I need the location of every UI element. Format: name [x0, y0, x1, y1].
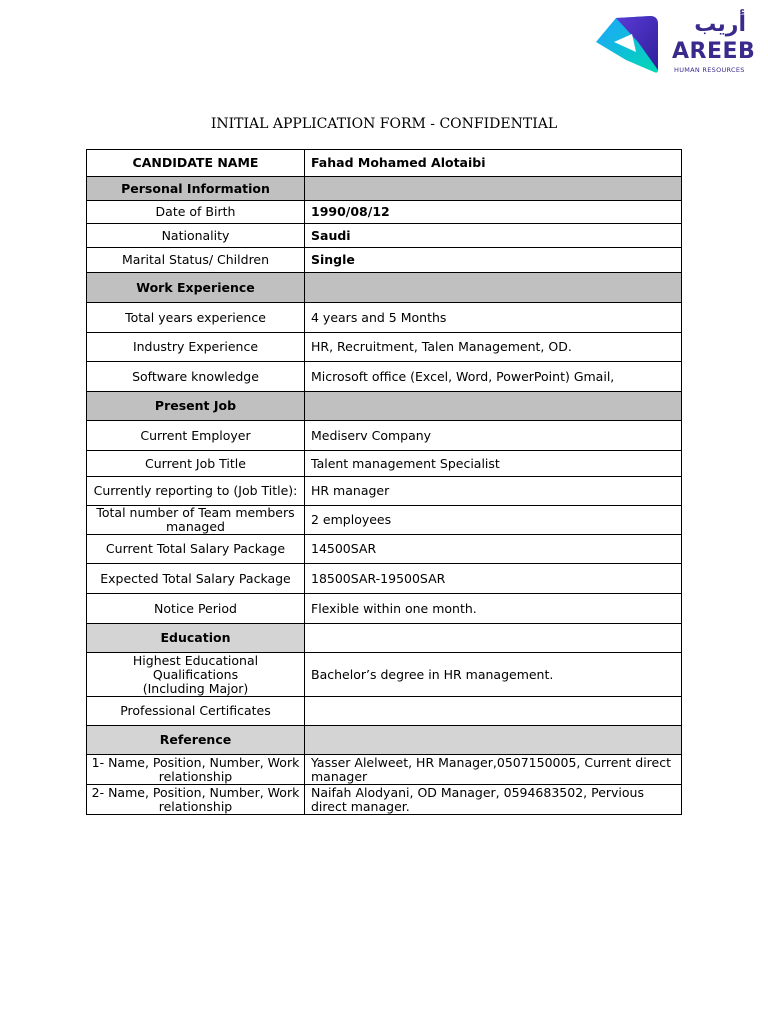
- label-current-salary: Current Total Salary Package: [87, 535, 305, 564]
- section-reference: [87, 726, 682, 755]
- label-candidate-name: CANDIDATE NAME: [87, 150, 305, 177]
- value-software-knowledge: Microsoft office (Excel, Word, PowerPoint) Gmail,: [305, 362, 682, 392]
- label-reference-2: 2- Name, Position, Number, Work relationship: [87, 785, 305, 815]
- section-value-empty: [305, 726, 682, 755]
- row-current-job-title: [87, 451, 682, 477]
- row-team-members: [87, 506, 682, 535]
- value-total-years: 4 years and 5 Months: [305, 303, 682, 333]
- row-reporting-to: [87, 477, 682, 506]
- section-value-empty: [305, 273, 682, 303]
- row-total-years: [87, 303, 682, 333]
- areeb-logo: [592, 12, 762, 76]
- section-value-empty: [305, 624, 682, 653]
- row-current-employer: [87, 421, 682, 451]
- row-reference-2: [87, 785, 682, 815]
- value-date-of-birth: 1990/08/12: [305, 201, 682, 224]
- row-expected-salary: [87, 564, 682, 594]
- value-current-salary: 14500SAR: [305, 535, 682, 564]
- label-highest-education-line1: Highest Educational: [132, 652, 259, 668]
- value-reference-1: Yasser Alelweet, HR Manager,0507150005, Current direct manager: [305, 755, 682, 785]
- section-work-experience: [87, 273, 682, 303]
- row-nationality: [87, 224, 682, 248]
- value-highest-education: Bachelor’s degree in HR management.: [305, 653, 682, 697]
- section-label-present-job: Present Job: [87, 392, 305, 421]
- label-nationality: Nationality: [87, 224, 305, 248]
- label-current-job-title: Current Job Title: [87, 451, 305, 477]
- label-highest-education-line3: (Including Major): [142, 680, 249, 696]
- label-expected-salary: Expected Total Salary Package: [87, 564, 305, 594]
- section-label-education: Education: [87, 624, 305, 653]
- value-industry-experience: HR, Recruitment, Talen Management, OD.: [305, 333, 682, 362]
- section-label-personal-information: Personal Information: [87, 177, 305, 201]
- form-title: INITIAL APPLICATION FORM - CONFIDENTIAL: [210, 116, 558, 132]
- row-current-salary: [87, 535, 682, 564]
- row-software-knowledge: [87, 362, 682, 392]
- value-team-members: 2 employees: [305, 506, 682, 535]
- value-nationality: Saudi: [305, 224, 682, 248]
- label-industry-experience: Industry Experience: [87, 333, 305, 362]
- label-reference-1: 1- Name, Position, Number, Work relationship: [87, 755, 305, 785]
- label-reporting-to: Currently reporting to (Job Title):: [87, 477, 305, 506]
- logo-subtitle: HUMAN RESOURCES: [674, 66, 745, 74]
- label-team-members: Total number of Team members managed: [87, 506, 305, 535]
- row-highest-education: [87, 653, 682, 697]
- row-professional-certificates: [87, 697, 682, 726]
- row-candidate-name: [87, 150, 682, 177]
- application-form-table: [86, 149, 682, 815]
- row-reference-1: [87, 755, 682, 785]
- value-professional-certificates: [305, 697, 682, 726]
- label-current-employer: Current Employer: [87, 421, 305, 451]
- value-candidate-name: Fahad Mohamed Alotaibi: [305, 150, 682, 177]
- label-marital-status: Marital Status/ Children: [87, 248, 305, 273]
- row-marital-status: [87, 248, 682, 273]
- label-notice-period: Notice Period: [87, 594, 305, 624]
- value-reporting-to: HR manager: [305, 477, 682, 506]
- section-label-work-experience: Work Experience: [87, 273, 305, 303]
- label-highest-education: [87, 653, 305, 697]
- row-date-of-birth: [87, 201, 682, 224]
- section-personal-information: [87, 177, 682, 201]
- row-industry-experience: [87, 333, 682, 362]
- label-professional-certificates: Professional Certificates: [87, 697, 305, 726]
- section-value-empty: [305, 392, 682, 421]
- value-current-employer: Mediserv Company: [305, 421, 682, 451]
- section-education: [87, 624, 682, 653]
- value-notice-period: Flexible within one month.: [305, 594, 682, 624]
- value-marital-status: Single: [305, 248, 682, 273]
- value-current-job-title: Talent management Specialist: [305, 451, 682, 477]
- logo-arabic-text: أريب: [694, 12, 746, 37]
- label-date-of-birth: Date of Birth: [87, 201, 305, 224]
- label-highest-education-line2: Qualifications: [152, 666, 239, 682]
- row-notice-period: [87, 594, 682, 624]
- value-reference-2: Naifah Alodyani, OD Manager, 0594683502, Pervious direct manager.: [305, 785, 682, 815]
- section-present-job: [87, 392, 682, 421]
- label-software-knowledge: Software knowledge: [87, 362, 305, 392]
- section-label-reference: Reference: [87, 726, 305, 755]
- value-expected-salary: 18500SAR-19500SAR: [305, 564, 682, 594]
- section-value-empty: [305, 177, 682, 201]
- logo-latin-text: AREEB: [672, 39, 756, 64]
- areeb-logo-mark-icon: [592, 12, 664, 74]
- label-total-years: Total years experience: [87, 303, 305, 333]
